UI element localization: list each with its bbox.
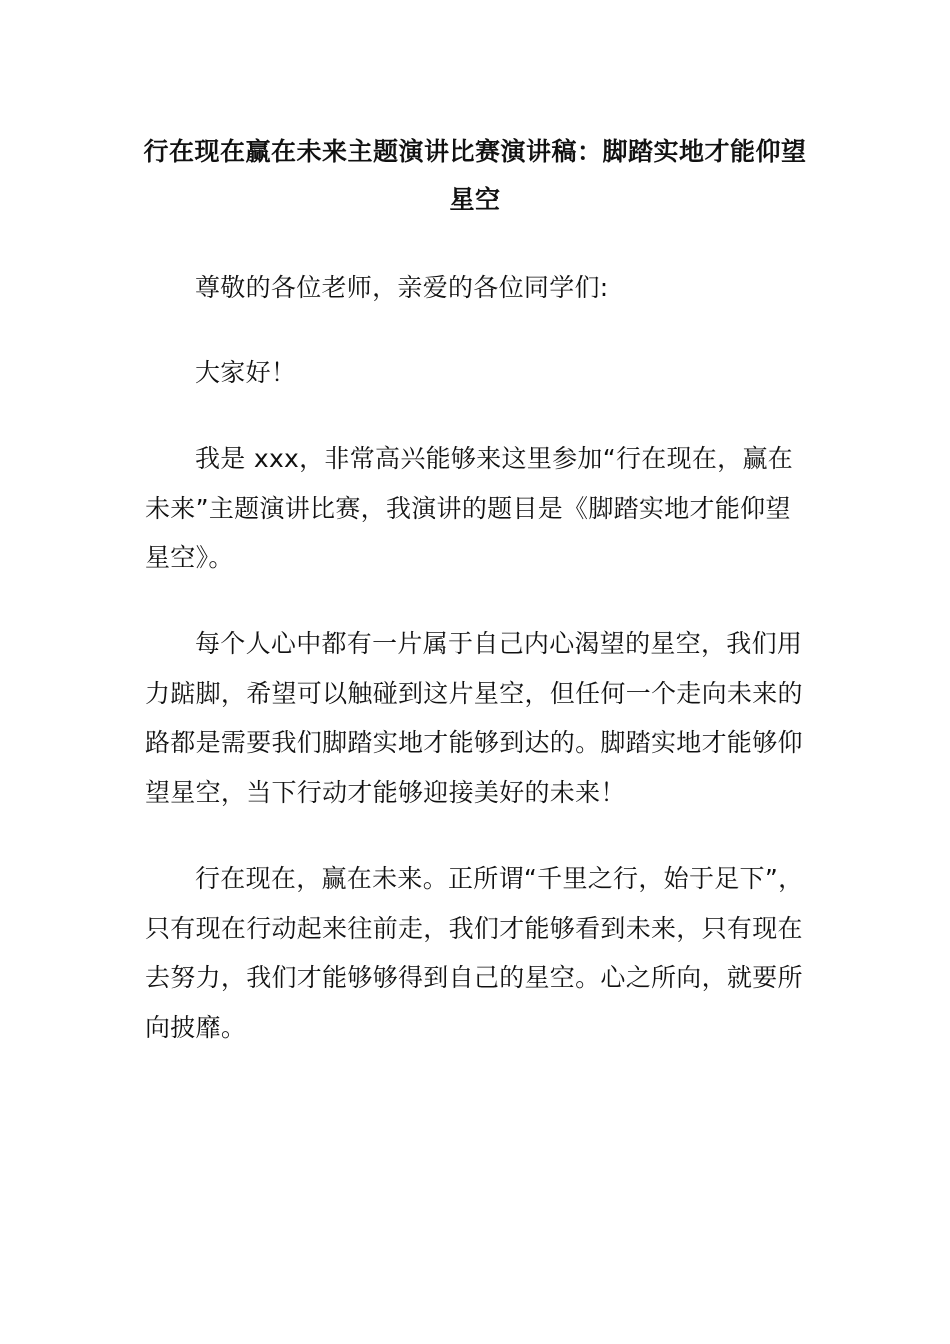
paragraph-act-now: 行在现在，赢在未来。正所谓“千里之行，始于足下”，只有现在行动起来往前走，我们才能够看到未来，只有现在去努力，我们才能够够得到自己的星空。心之所向，就要所向披靡。 (145, 864, 804, 1042)
paragraph-hello: 大家好！ (195, 358, 297, 387)
document-title: 行在现在赢在未来主题演讲比赛演讲稿：脚踏实地才能仰望星空 (143, 137, 807, 214)
paragraph-introduction: 我是 xxx，非常高兴能够来这里参加“行在现在，赢在未来”主题演讲比赛，我演讲的题目是《脚踏实地才能仰望星空》。 (145, 444, 794, 572)
paragraph-greeting: 尊敬的各位老师，亲爱的各位同学们: (195, 273, 609, 302)
paragraph-starry-sky: 每个人心中都有一片属于自己内心渴望的星空，我们用力踮脚，希望可以触碰到这片星空，但任何一个走向未来的路都是需要我们脚踏实地才能够到达的。脚踏实地才能够仰望星空，当下行动才能够迎接美好的未来！ (145, 629, 803, 807)
